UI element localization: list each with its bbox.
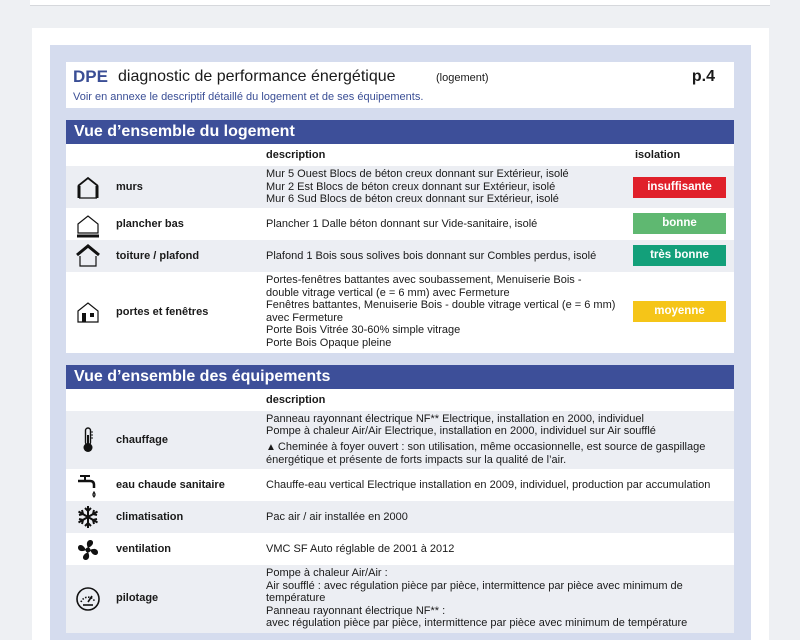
column-description: description [266, 394, 326, 406]
description-line: Panneau rayonnant électrique NF** : [266, 604, 446, 617]
warning-text: Cheminée à foyer ouvert : son utilisation, même occasionnelle, est source de gaspillage [277, 440, 706, 453]
logement-row-murs [66, 166, 734, 208]
row-label: chauffage [116, 434, 168, 446]
description-line: Mur 2 Est Blocs de béton creux donnant sur Extérieur, isolé [266, 180, 556, 193]
description-line: Mur 6 Sud Blocs de béton creux donnant sur Extérieur, isolé [266, 193, 559, 206]
row-description [266, 511, 724, 524]
equipements-column-header [66, 389, 734, 411]
equipement-row-chauffage [66, 411, 734, 469]
annex-note: Voir en annexe le descriptif détaillé du logement et de ses équipements. [73, 91, 424, 103]
snowflake-icon [74, 503, 102, 531]
description-line: Mur 5 Ouest Blocs de béton creux donnant sur Extérieur, isolé [266, 168, 569, 180]
equipement-row-eau-chaude [66, 469, 734, 501]
equipement-row-climatisation [66, 501, 734, 533]
description-line: Air soufflé : avec régulation pièce par pièce, intermittence par pièce avec minimum de [266, 579, 683, 592]
description-line: Pompe à chaleur Air/Air Electrique, installation en 2000, individuel sur Air soufflé [266, 425, 656, 438]
logement-section-title: Vue d’ensemble du logement [66, 120, 734, 144]
fan-icon [74, 536, 102, 564]
equipements-section-title: Vue d’ensemble des équipements [66, 365, 734, 389]
logement-row-portes-fenetres [66, 272, 734, 353]
thermometer-icon [74, 426, 102, 454]
isolation-rating-badge: moyenne [633, 301, 726, 322]
warning-icon: ▲ [266, 441, 276, 453]
row-description [266, 567, 724, 630]
document-subtitle: (logement) [436, 72, 489, 84]
column-description: description [266, 149, 326, 161]
logement-row-toiture-plafond [66, 240, 734, 272]
description-line: température [266, 592, 326, 605]
row-description [266, 479, 724, 492]
description-line: double vitrage vertical (e = 6 mm) avec Fermeture [266, 286, 510, 299]
description-line: Porte Bois Vitrée 30-60% simple vitrage [266, 324, 461, 337]
logement-row-plancher-bas [66, 208, 734, 240]
faucet-icon [74, 472, 102, 500]
gauge-icon [74, 585, 102, 613]
description-line: Plafond 1 Bois sous solives bois donnant sur Combles perdus, isolé [266, 250, 597, 262]
wall-icon [74, 173, 102, 201]
isolation-rating-badge: bonne [633, 213, 726, 234]
description-line: Chauffe-eau vertical Electrique installation en 2009, individuel, production par accumulation [266, 479, 711, 491]
warning-text: énergétique et présente de forts impacts sur la qualité de l’air. [266, 454, 567, 467]
document-title: diagnostic de performance énergétique [118, 68, 396, 85]
row-label: climatisation [116, 511, 184, 523]
row-description [266, 543, 724, 556]
row-label: plancher bas [116, 218, 184, 230]
previous-page-edge [30, 0, 770, 6]
dpe-header [66, 62, 734, 108]
equipement-row-pilotage [66, 565, 734, 633]
description-line: Porte Bois Opaque pleine [266, 336, 392, 349]
page-number: p.4 [691, 68, 715, 85]
logement-column-header [66, 144, 734, 166]
roof-icon [74, 242, 102, 270]
description-line: avec Fermeture [266, 311, 344, 324]
warning-line [266, 441, 724, 454]
isolation-rating-badge: très bonne [633, 245, 726, 266]
row-label: pilotage [116, 592, 159, 604]
row-label: ventilation [116, 543, 172, 555]
dpe-acronym: DPE [73, 67, 108, 86]
description-line: Plancher 1 Dalle béton donnant sur Vide-sanitaire, isolé [266, 218, 538, 230]
description-line: Fenêtres battantes, Menuiserie Bois - double vitrage vertical (e = 6 mm) [266, 299, 616, 312]
row-description [266, 413, 724, 467]
row-label: portes et fenêtres [116, 306, 209, 318]
equipement-row-ventilation [66, 533, 734, 565]
description-line: Pac air / air installée en 2000 [266, 511, 408, 523]
isolation-rating-badge: insuffisante [633, 177, 726, 198]
description-line: Panneau rayonnant électrique NF** Electrique, installation en 2000, individuel [266, 413, 644, 425]
floor-icon [74, 211, 102, 239]
row-label: toiture / plafond [116, 250, 200, 262]
row-label: murs [116, 181, 143, 193]
description-line: Portes-fenêtres battantes avec soubassement, Menuiserie Bois - [266, 274, 582, 286]
column-isolation: isolation [635, 149, 681, 161]
description-line: VMC SF Auto réglable de 2001 à 2012 [266, 543, 455, 555]
description-line: avec régulation pièce par pièce, intermittence par pièce avec minimum de température [266, 617, 688, 630]
door-window-icon [74, 298, 102, 326]
description-line: Pompe à chaleur Air/Air : [266, 567, 388, 579]
row-label: eau chaude sanitaire [116, 479, 225, 491]
